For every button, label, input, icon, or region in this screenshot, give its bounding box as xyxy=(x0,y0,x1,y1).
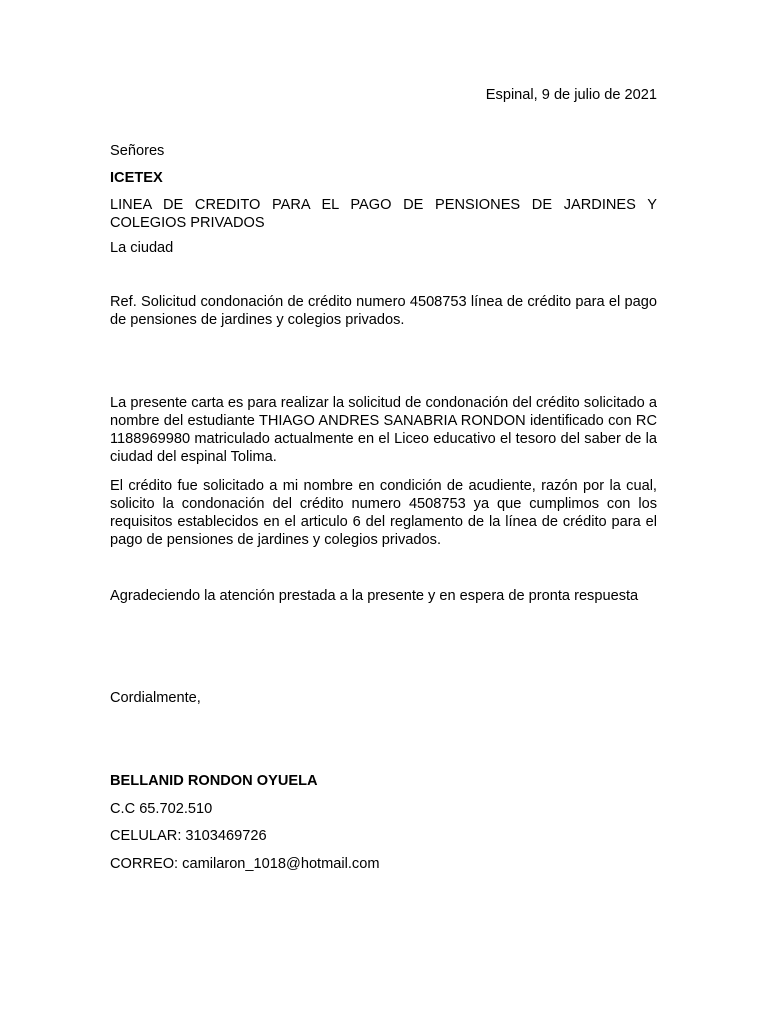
body-paragraph-1: La presente carta es para realizar la solicitud de condonación del crédito solicitado a nombre del estudiante THIAGO ANDRES SANABRIA RONDON identificado con RC 1188969980 matriculado actualmente en el Liceo educativo el tesoro del saber de la ciudad del espinal Tolima. xyxy=(110,395,657,465)
recipient: ICETEX xyxy=(110,170,163,186)
date-line: Espinal, 9 de julio de 2021 xyxy=(485,87,657,103)
body-paragraph-2: El crédito fue solicitado a mi nombre en condición de acudiente, razón por la cual, solicito la condonación del crédito numero 4508753 ya que cumplimos con los requisitos establecidos en el articulo 6 del reglamento de la línea de crédito para el pago de pensiones de jardines y colegios privados. xyxy=(110,478,657,548)
closing-line: Cordialmente, xyxy=(110,690,201,706)
signer-phone: CELULAR: 3103469726 xyxy=(110,828,267,844)
credit-line-title: LINEA DE CREDITO PARA EL PAGO DE PENSIONES DE JARDINES Y COLEGIOS PRIVADOS xyxy=(110,197,657,231)
signer-email: CORREO: camilaron_1018@hotmail.com xyxy=(110,856,380,872)
signer-name: BELLANID RONDON OYUELA xyxy=(110,773,318,789)
salutation: Señores xyxy=(110,143,165,159)
signer-id: C.C 65.702.510 xyxy=(110,801,213,817)
city-line: La ciudad xyxy=(110,240,174,256)
reference-line: Ref. Solicitud condonación de crédito numero 4508753 línea de crédito para el pago de pensiones de jardines y colegios privados. xyxy=(110,294,657,328)
body-paragraph-3: Agradeciendo la atención prestada a la presente y en espera de pronta respuesta xyxy=(110,588,639,604)
